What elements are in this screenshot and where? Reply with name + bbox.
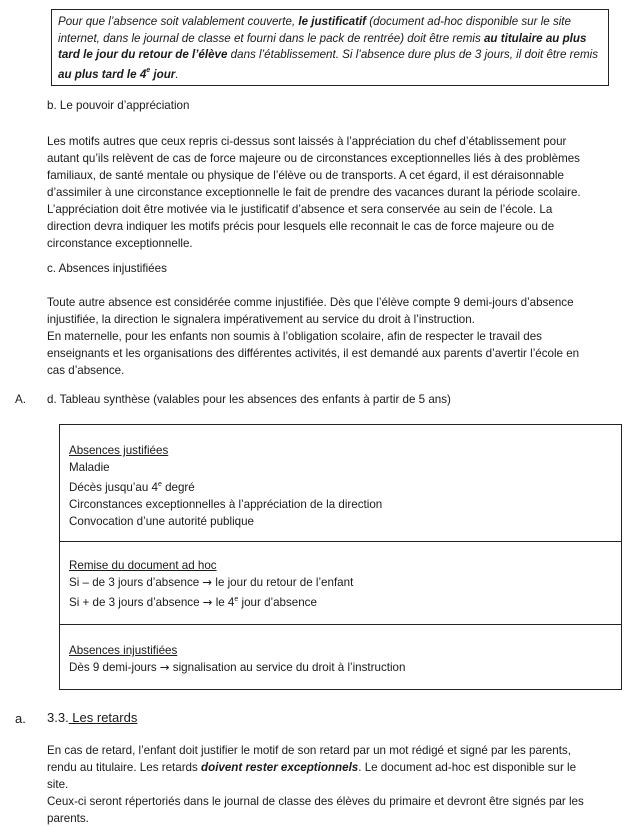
section-b-heading: b. Le pouvoir d’appréciation bbox=[47, 99, 190, 112]
section-33-paragraph: En cas de retard, l’enfant doit justifier le motif de son retard par un mot rédigé et signé par les parents, rendu au titulaire. Les retards doivent rester exceptionnels. Le document ad-hoc est disponible sur le site. Ceux-ci seront répertoriés dans le journal de classe des élèves du primaire et devront être signés par les parents. bbox=[47, 744, 584, 825]
justification-notice-box bbox=[51, 9, 609, 86]
notice-line-3: tard le jour du retour de l’élève dans l’établissement. Si l’absence dure plus de 3 jours, il doit être remis bbox=[58, 48, 598, 61]
section-c-heading: c. Absences injustifiées bbox=[47, 262, 167, 275]
section-d-marker: A. bbox=[15, 393, 26, 406]
justified-absences-title: Absences justifiées bbox=[69, 444, 169, 457]
section-d-heading: d. Tableau synthèse (valables pour les absences des enfants à partir de 5 ans) bbox=[47, 393, 451, 406]
notice-line-1: Pour que l’absence soit valablement couverte, le justificatif (document ad-hoc disponible sur le site bbox=[58, 15, 571, 28]
document-submission-cell bbox=[60, 542, 621, 625]
unjustified-absences-cell bbox=[60, 625, 621, 690]
justified-item-illness: Maladie bbox=[69, 461, 110, 474]
unjustified-absences-title: Absences injustifiées bbox=[69, 644, 178, 657]
section-c-paragraph: Toute autre absence est considérée comme injustifiée. Dès que l’élève compte 9 demi-jours d’absence injustifiée, la direction le signalera impérativement au service du droit à l’instruction. En maternelle, pour les enfants non soumis à l’obligation scolaire, afin de respecter le travail des enseignants et les organisations des différentes activités, il est demandé aux parents d’avertir l’école en cas d’absence. bbox=[47, 296, 580, 377]
justified-item-death: Décès jusqu’au 4e degré bbox=[69, 480, 195, 494]
section-33-marker: a. bbox=[15, 711, 26, 726]
arrow-right-icon: → bbox=[202, 575, 213, 589]
section-b-paragraph: Les motifs autres que ceux repris ci-dessus sont laissés à l’appréciation du chef d’établissement pour autant qu’ils relèvent de cas de force majeure ou de circonstances exceptionnelles liés à des problèmes familiaux, de santé mentale ou physique de l’élève ou de transports. A cet égard, il est déraisonnable d’assimiler à une circonstance exceptionnelle le fait de prendre des vacances durant la période scolaire. L’appréciation doit être motivée via le justificatif d’absence et sera conservée au sein de l’école. La direction devra indiquer les motifs précis pour lesquels elle reconnait le cas de force majeure ou de circonstance exceptionnelle. bbox=[47, 135, 581, 250]
submission-row-more-3: Si + de 3 jours d’absence → le 4e jour d’absence bbox=[69, 594, 317, 609]
section-33-heading: 3.3. Les retards bbox=[47, 710, 138, 725]
summary-table bbox=[59, 424, 622, 690]
notice-line-2: internet, dans le journal de classe et fourni dans le pack de rentrée) doit être remis au titulaire au plus bbox=[58, 31, 587, 45]
justified-item-convocation: Convocation d’une autorité publique bbox=[69, 514, 254, 528]
document-submission-title: Remise du document ad hoc bbox=[69, 559, 217, 572]
arrow-right-icon: → bbox=[202, 594, 213, 609]
submission-row-less-3: Si – de 3 jours d’absence → le jour du retour de l’enfant bbox=[69, 575, 354, 589]
unjustified-row: Dès 9 demi-jours → signalisation au service du droit à l’instruction bbox=[69, 660, 406, 674]
justified-item-exceptional: Circonstances exceptionnelles à l’appréciation de la direction bbox=[69, 497, 383, 511]
arrow-right-icon: → bbox=[159, 660, 170, 674]
justified-absences-cell bbox=[60, 425, 621, 542]
notice-line-4: au plus tard le 4e jour. bbox=[58, 67, 179, 81]
